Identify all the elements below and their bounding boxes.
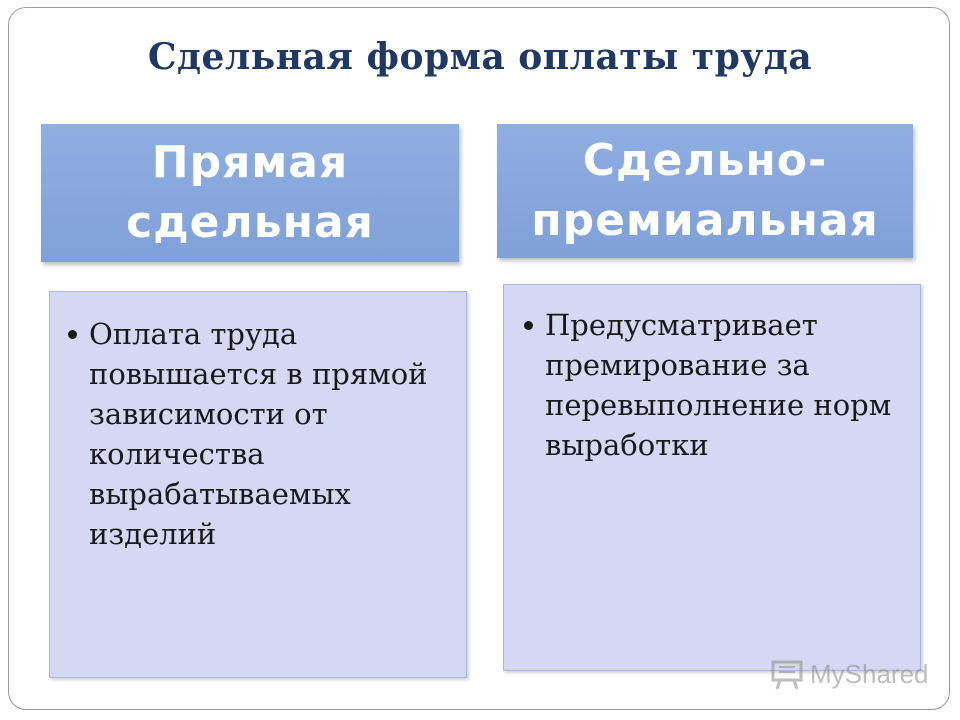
bullet-icon — [68, 330, 77, 339]
content-direct-piecework — [49, 291, 467, 678]
watermark — [770, 654, 929, 694]
header-piece-bonus-label: Сдельно- премиальная — [531, 135, 879, 246]
bullet-text: Предусматривает премирование за перевыполнение норм выработки — [545, 308, 892, 462]
watermark-text: MyShared — [810, 658, 929, 689]
content-piece-bonus — [503, 284, 921, 671]
bullet-item — [524, 305, 914, 465]
bullet-icon — [524, 321, 533, 330]
bullet-text: Оплата труда повышается в прямой зависимости от количества вырабатываемых изделий — [89, 317, 428, 551]
presentation-board-icon — [770, 657, 804, 691]
header-direct-piecework — [41, 124, 459, 262]
slide-title: Сдельная форма оплаты труда — [147, 36, 813, 78]
bullet-item — [68, 314, 448, 554]
header-direct-piecework-label: Прямая сдельная — [126, 137, 374, 248]
header-piece-bonus — [497, 124, 913, 258]
